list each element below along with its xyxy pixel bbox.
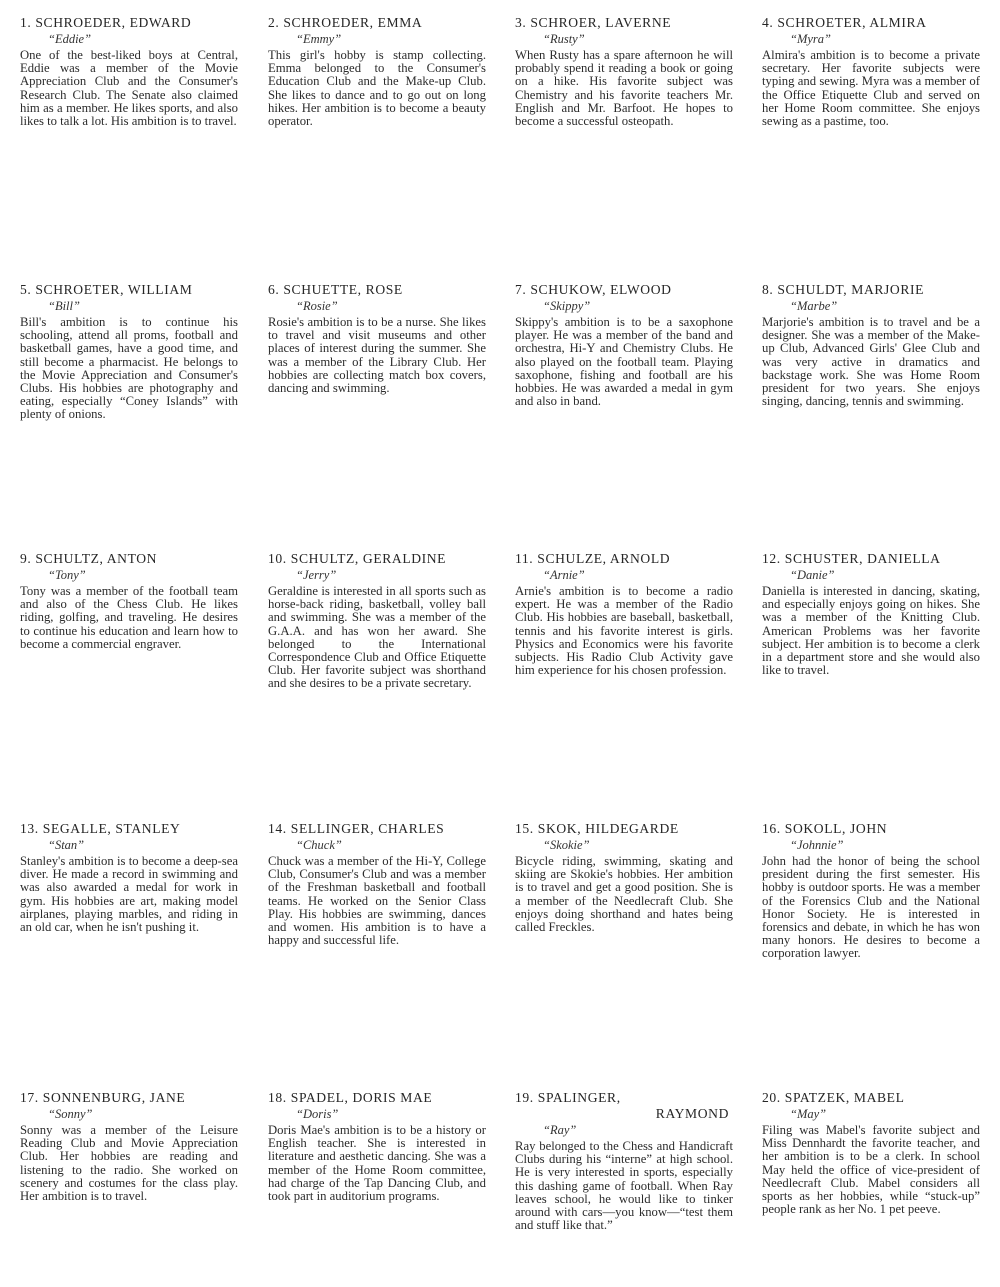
student-entry [515,1090,733,1232]
student-entry [762,1090,980,1216]
student-name-line1: 19. SPALINGER, [515,1090,621,1105]
student-nickname: “Sonny” [48,1107,93,1121]
student-bio: Rosie's ambition is to be a nurse. She likes to travel and visit museums and other places of interest during the summer. She was a member of the Library Club. Her hobbies are collecting match box covers, dancing and swimming. [268,315,486,396]
student-name: 3. SCHROER, LAVERNE [515,15,672,30]
student-nickname: “Rusty” [543,32,585,46]
student-name: 7. SCHUKOW, ELWOOD [515,282,672,297]
student-entry [20,551,238,651]
student-entry [268,1090,486,1203]
student-name: 17. SONNENBURG, JANE [20,1090,186,1105]
student-entry [515,282,733,408]
student-entry [515,15,733,128]
student-bio: Stanley's ambition is to become a deep-sea diver. He made a record in swimming and was also awarded a medal for work in gym. His hobbies are art, making model airplanes, playing marbles, and riding in an old car, when he isn't pushing it. [20,854,238,935]
student-entry [20,1090,238,1203]
student-bio: This girl's hobby is stamp collecting. Emma belonged to the Consumer's Education Club and the Make-up Club. She likes to dance and to go out on long hikes. Her ambition is to become a beauty operator. [268,48,486,129]
student-bio: Marjorie's ambition is to travel and be a designer. She was a member of the Make-up Club, Advanced Girls' Glee Club and was very active in dramatics and backstage work. She was Home Room president for two years. She enjoys singing, dancing, tennis and swimming. [762,315,980,409]
student-name [515,1090,733,1122]
student-bio: Filing was Mabel's favorite subject and Miss Dennhardt the favorite teacher, and her ambition is to be a clerk. In school May held the office of vice-president of Needlecraft Club. Mabel considers all sports as her hobbies, while “stuck-up” people rank as her No. 1 pet peeve. [762,1123,980,1217]
student-name: 1. SCHROEDER, EDWARD [20,15,192,30]
student-nickname: “Jerry” [296,568,337,582]
student-name: 10. SCHULTZ, GERALDINE [268,551,447,566]
student-entry [268,551,486,691]
student-name-line2: RAYMOND [655,1106,729,1121]
student-name: 18. SPADEL, DORIS MAE [268,1090,433,1105]
student-nickname: “Tony” [48,568,86,582]
student-bio: Daniella is interested in dancing, skating, and especially enjoys going on hikes. She was a member of the Knitting Club. American Problems was her favorite subject. Her ambition is to become a clerk in a department store and she would also like to travel. [762,584,980,678]
student-entry [20,15,238,128]
student-name: 12. SCHUSTER, DANIELLA [762,551,941,566]
student-bio: Chuck was a member of the Hi-Y, College Club, Consumer's Club and was a member of the Freshman basketball and football teams. He worked on the Senior Class Play. His hobbies are swimming, dances and women. His ambition is to have a happy and successful life. [268,854,486,948]
student-nickname: “Bill” [48,299,80,313]
student-nickname: “Myra” [790,32,831,46]
student-nickname: “Danie” [790,568,835,582]
student-nickname: “Rosie” [296,299,338,313]
student-bio: One of the best-liked boys at Central, Eddie was a member of the Movie Appreciation Club and the Consumer's Research Club. The Senate also claimed him as a member. He likes sports, and also likes to talk a lot. His ambition is to travel. [20,48,238,129]
student-bio: Bicycle riding, swimming, skating and skiing are Skokie's hobbies. Her ambition is to travel and get a good position. She is a member of the Needlecraft Club. She enjoys doing shorthand and hates being called Freckles. [515,854,733,935]
student-nickname: “Marbe” [790,299,838,313]
student-nickname: “Doris” [296,1107,339,1121]
student-bio: Doris Mae's ambition is to be a history or English teacher. She is interested in literature and aesthetic dancing. She was a member of the Home Room committee, had charge of the Tap Dancing Club, and took part in auditorium programs. [268,1123,486,1204]
student-entry [268,282,486,395]
student-bio: Arnie's ambition is to become a radio expert. He was a member of the Radio Club. His hobbies are baseball, basketball, tennis and his favorite interest is girls. Physics and Economics were his favorite subjects. His Radio Club Activity gave him experience for his chosen profession. [515,584,733,678]
student-entry [20,282,238,422]
student-name: 4. SCHROETER, ALMIRA [762,15,927,30]
student-name: 2. SCHROEDER, EMMA [268,15,423,30]
student-nickname: “Ray” [543,1123,577,1137]
student-entry [515,821,733,934]
student-bio: John had the honor of being the school president during the first semester. His hobby is outdoor sports. He was a member of the Forensics Club and the National Honor Society. He is interested in forensics and debate, in which he has won many honors. He desires to become a corporation lawyer. [762,854,980,961]
student-name: 8. SCHULDT, MARJORIE [762,282,925,297]
student-name: 13. SEGALLE, STANLEY [20,821,181,836]
student-nickname: “Skokie” [543,838,590,852]
student-bio: Tony was a member of the football team and also of the Chess Club. He likes riding, golfing, and traveling. He desires to continue his education and learn how to become a commercial engraver. [20,584,238,651]
student-name: 15. SKOK, HILDEGARDE [515,821,679,836]
student-entry [515,551,733,677]
student-entry [762,15,980,128]
student-bio: Geraldine is interested in all sports such as horse-back riding, basketball, volley ball and swimming. She was a member of the G.A.A. and has won her award. She belonged to the International Correspondence Club and Office Etiquette Club. Her favorite subject was shorthand and she desires to be a private secretary. [268,584,486,691]
student-nickname: “Stan” [48,838,85,852]
student-name: 9. SCHULTZ, ANTON [20,551,158,566]
student-entry [268,15,486,128]
student-nickname: “Eddie” [48,32,92,46]
student-bio: When Rusty has a spare afternoon he will probably spend it reading a book or going on a hike. His favorite subject was Chemistry and his favorite teachers Mr. English and Mr. Barfoot. He hopes to become a successful osteopath. [515,48,733,129]
student-entry [762,551,980,677]
student-nickname: “Emmy” [296,32,342,46]
student-name: 16. SOKOLL, JOHN [762,821,888,836]
student-entry [20,821,238,934]
student-entry [762,282,980,408]
student-bio: Ray belonged to the Chess and Handicraft Clubs during his “interne” at high school. He is very interested in sports, especially this dashing game of football. When Ray leaves school, he would like to tinker around with cars—you know—“test them and stuff like that.” [515,1139,733,1233]
student-bio: Skippy's ambition is to be a saxophone player. He was a member of the band and orchestra, Hi-Y and Chemistry Clubs. He also played on the football team. Playing saxophone, fishing and football are his hobbies. He was awarded a medal in gym and also in band. [515,315,733,409]
student-nickname: “Arnie” [543,568,585,582]
student-nickname: “Chuck” [296,838,342,852]
student-entry [762,821,980,961]
student-name: 14. SELLINGER, CHARLES [268,821,445,836]
student-bio: Sonny was a member of the Leisure Reading Club and Movie Appreciation Club. Her hobbies are reading and listening to the radio. She worked on scenery and costumes for the class play. Her ambition is to travel. [20,1123,238,1204]
student-name: 5. SCHROETER, WILLIAM [20,282,193,297]
student-bio: Bill's ambition is to continue his schooling, attend all proms, football and basketball games, have a good time, and still become a pharmacist. He belongs to the Movie Appreciation and Consumer's Clubs. His hobbies are photography and eating, especially “Coney Islands” with plenty of onions. [20,315,238,422]
student-name: 11. SCHULZE, ARNOLD [515,551,671,566]
student-bio: Almira's ambition is to become a private secretary. Her favorite subjects were typing and sewing. Myra was a member of the Office Etiquette Club and served on her Home Room committee. She enjoys sewing as a pastime, too. [762,48,980,129]
student-nickname: “May” [790,1107,827,1121]
student-name: 6. SCHUETTE, ROSE [268,282,403,297]
student-name: 20. SPATZEK, MABEL [762,1090,905,1105]
student-entry [268,821,486,947]
student-nickname: “Skippy” [543,299,591,313]
student-nickname: “Johnnie” [790,838,844,852]
